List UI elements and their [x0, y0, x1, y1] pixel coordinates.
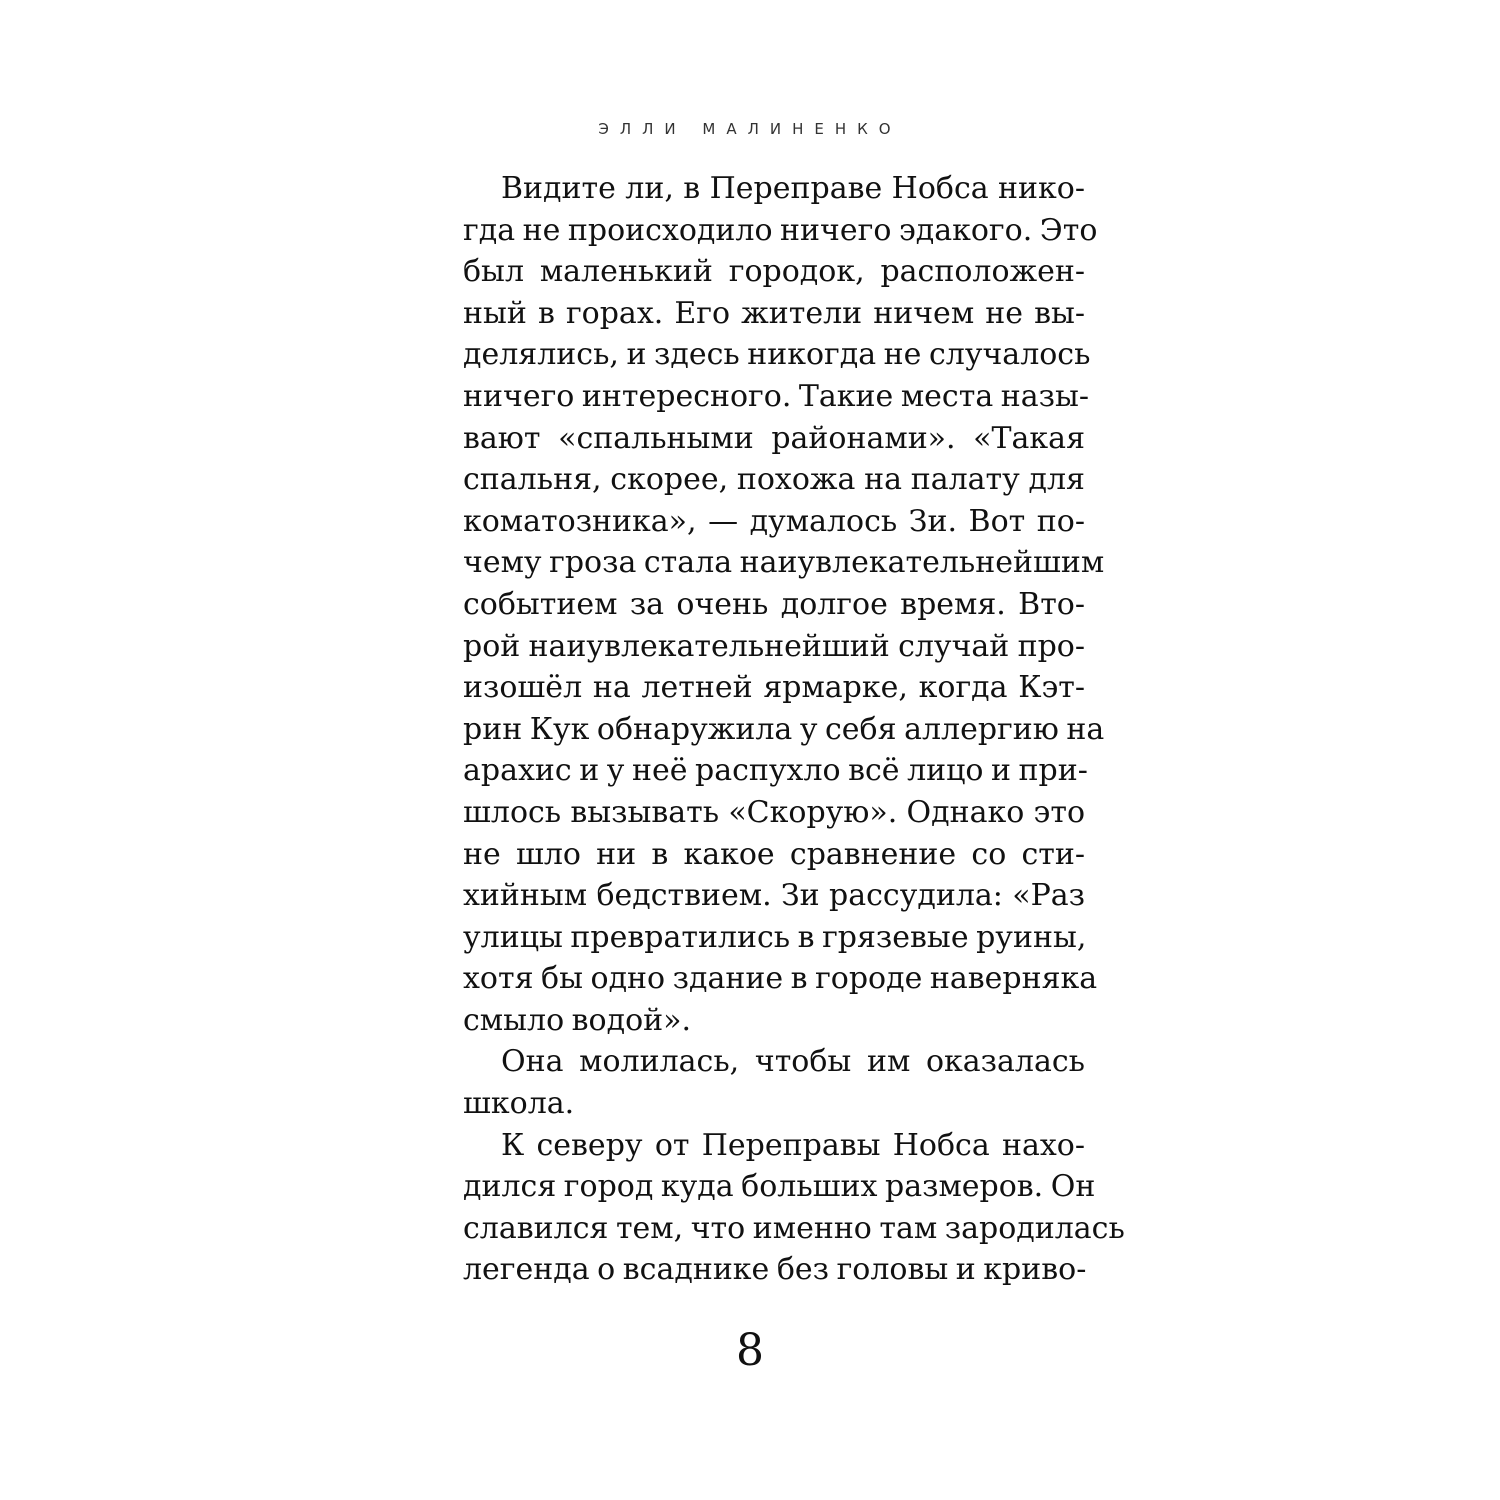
- running-head-author: ЭЛЛИ МАЛИНЕНКО: [598, 120, 902, 138]
- text-line: коматозника», — думалось Зи. Вот по-: [463, 503, 1085, 539]
- text-line: школа.: [463, 1086, 575, 1122]
- text-line: ничего интересного. Такие места назы-: [463, 378, 1089, 414]
- text-line: ный в горах. Его жители ничем не вы-: [463, 295, 1085, 331]
- text-line: хотя бы одно здание в городе наверняка: [463, 961, 1098, 997]
- text-line: рой наиувлекательнейший случай про-: [463, 628, 1085, 664]
- text-line: делялись, и здесь никогда не случалось: [463, 337, 1091, 373]
- text-line: улицы превратились в грязевые руины,: [463, 919, 1087, 955]
- text-line: вают «спальными районами». «Такая: [463, 420, 1085, 456]
- text-line: Она молилась, чтобы им оказалась: [501, 1044, 1085, 1080]
- paragraph-1: [463, 168, 1105, 1041]
- text-line: спальня, скорее, похожа на палату для: [463, 462, 1085, 498]
- text-line: событием за очень долгое время. Вто-: [463, 586, 1085, 622]
- paragraph-3: [463, 1125, 1125, 1291]
- text-line: дился город куда больших размеров. Он: [463, 1169, 1096, 1205]
- text-line: изошёл на летней ярмарке, когда Кэт-: [463, 670, 1085, 706]
- text-line: легенда о всаднике без головы и криво-: [463, 1252, 1087, 1288]
- body-text: [463, 168, 1125, 1291]
- text-line: арахис и у неё распухло всё лицо и при-: [463, 753, 1088, 789]
- text-line: рин Кук обнаружила у себя аллергию на: [463, 711, 1105, 747]
- text-line: Видите ли, в Переправе Нобса нико-: [501, 171, 1085, 206]
- text-line: славился тем, что именно там зародилась: [463, 1210, 1125, 1246]
- text-line: не шло ни в какое сравнение со сти-: [463, 836, 1085, 872]
- text-line: гда не происходило ничего эдакого. Это: [463, 212, 1098, 248]
- page-number: 8: [736, 1325, 764, 1376]
- paragraph-2: [463, 1041, 1085, 1124]
- text-line: смыло водой».: [463, 1002, 692, 1038]
- text-line: хийным бедствием. Зи рассудила: «Раз: [463, 878, 1085, 914]
- text-line: чему гроза стала наиувлекательнейшим: [463, 545, 1105, 581]
- text-line: К северу от Переправы Нобса нахо-: [501, 1127, 1085, 1163]
- text-line: был маленький городок, расположен-: [463, 254, 1085, 290]
- text-line: шлось вызывать «Скорую». Однако это: [463, 794, 1085, 830]
